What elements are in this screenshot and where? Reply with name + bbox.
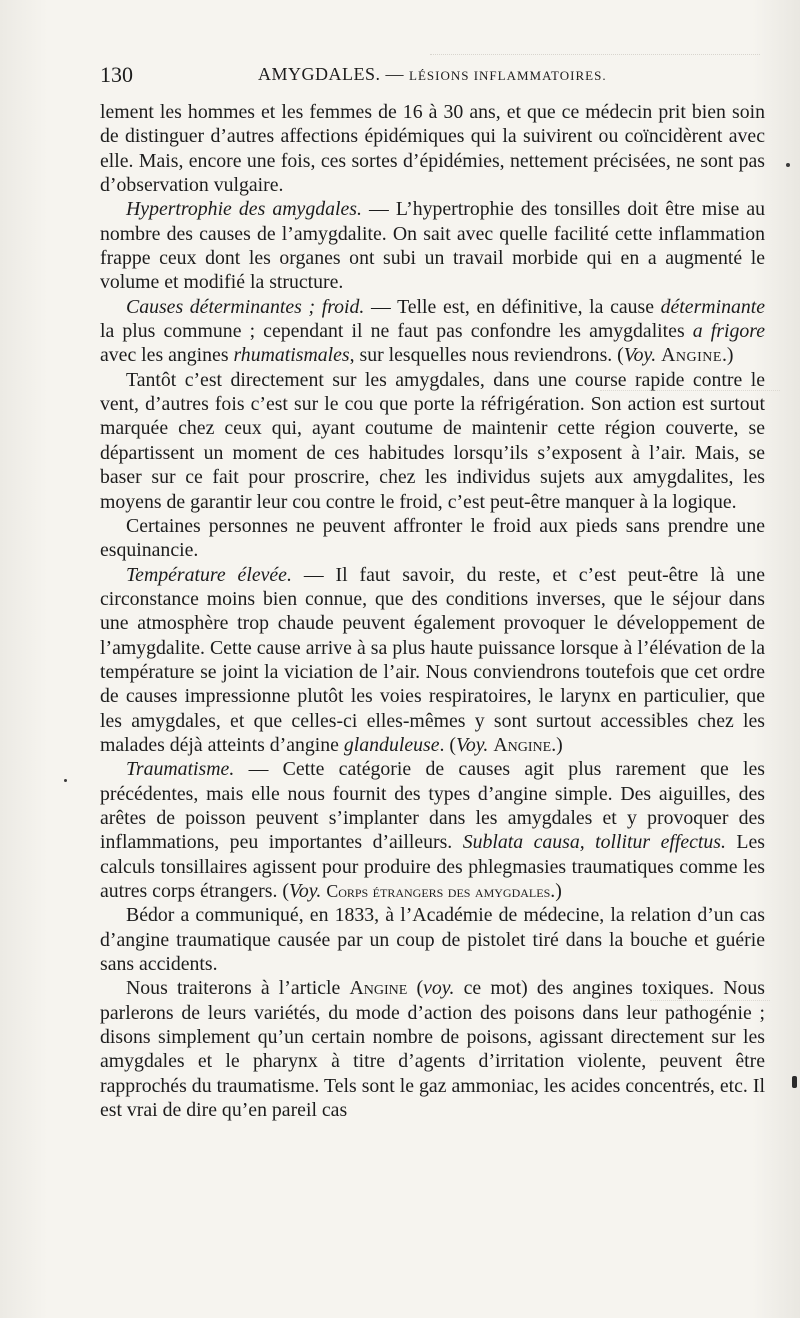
ink-speck <box>64 779 67 782</box>
italic-term: a frigore <box>692 320 765 343</box>
paragraph-text: — Il faut savoir, du reste, et c’est peut-être là une circonstance moins bien connue, que des conditions inverses, que le séjour dans une atmosphère trop chaude peuvent également provoquer le développement de l’amygdalite. Cette cause arrive à sa plus haute puissance lorsque à l’élévation de la température se joint la viciation de l’air. Nous conviendrons toutefois que cet ordre de causes impressionne plutôt les voies respiratoires, le larynx en particulier, que les amygdales, et que celles-ci elles-mêmes y sont surtout accessibles chez les malades déjà atteints d’angine <box>100 563 765 756</box>
paragraph-text: .) <box>721 344 734 367</box>
cross-reference-voy: Voy. <box>288 880 322 902</box>
paragraph-text: .) <box>551 733 563 756</box>
paragraph-text: , sur lesquelles nous reviendrons. ( <box>349 344 624 367</box>
paragraph-6 <box>100 563 765 758</box>
cross-reference-target: Corps étrangers des amygdales <box>326 881 551 901</box>
paragraph-1 <box>100 100 765 197</box>
paragraph-text: ( <box>407 977 424 1000</box>
paragraph-text: Tantôt c’est directement sur les amygdales, dans une course rapide contre le vent, d’autres fois c’est sur le cou que porte la réfrigération. Son action est surtout marquée chez ceux qui, ayant coutume de maintenir cette région couverte, se départissent un moment de ces habitudes lorsqu’ils s’exposent à l’air. Mais, se baser sur ce fait pour proscrire, chez les individus sujets aux amygdalites, les moyens de garantir leur cou contre le froid, c’est peut-être manquer à la logique. <box>100 368 765 513</box>
paragraph-text: — Telle est, en définitive, la cause <box>364 295 661 318</box>
italic-term: voy. <box>423 977 455 1000</box>
paragraph-2 <box>100 197 765 294</box>
paragraph-text: Les calculs tonsillaires agissent pour produire des phlegmasies traumatiques comme les autres corps étrangers. ( <box>100 831 765 902</box>
paragraph-text: la plus commune ; cependant il ne faut pas confondre les amygdalites <box>100 320 693 343</box>
latin-quote: Sublata causa, tollitur effectus. <box>462 831 726 854</box>
cross-reference-target: Angine <box>349 977 408 1000</box>
paragraph-text: — Cette catégorie de causes agit plus rarement que les précédentes, mais elle nous fournit des types d’angine simple. Des aiguilles, des arêtes de poisson peuvent s’implanter dans les amygdales et y provoquer des inflammations, peu importantes d’ailleurs. <box>100 758 765 854</box>
section-heading: Hypertrophie des amygdales. <box>126 198 362 221</box>
header-separator: — <box>385 64 405 84</box>
paragraph-text: lement les hommes et les femmes de 16 à 30 ans, et que ce médecin prit bien soin de distinguer d’autres affections épidémiques qui la suivirent ou coïncidèrent avec elle. Mais, encore une fois, ces sortes d’épidémies, nettement précisées, ne sont pas d’observation vulgaire. <box>100 101 765 197</box>
paragraph-text: Bédor a communiqué, en 1833, à l’Académie de médecine, la relation d’un cas d’angine traumatique causée par un coup de pistolet tiré dans la bouche et guérie sans accidents. <box>100 904 765 976</box>
section-heading: Température élevée. <box>126 563 292 586</box>
paragraph-text: Certaines personnes ne peuvent affronter le froid aux pieds sans prendre une esquinancie. <box>100 514 765 562</box>
paragraph-text: avec les angines <box>100 344 234 367</box>
paragraph-8 <box>100 903 765 976</box>
paragraph-3 <box>100 295 765 368</box>
paragraph-9 <box>100 976 765 1122</box>
show-through-shadow <box>430 40 760 55</box>
paragraph-text: ce mot) des angines toxiques. Nous parlerons de leurs variétés, du mode d’action des poisons dans leur pathogénie ; disons simplement qu’un certain nombre de poisons, agissant directement sur les amygdales et le pharynx à titre d’agents d’irritation violente, peuvent être rapprochés du traumatisme. Tels sont le gaz ammoniac, les acides concentrés, etc. Il est vrai de dire qu’en pareil cas <box>100 977 765 1122</box>
cross-reference-target: Angine <box>493 733 552 756</box>
header-subtitle: LÉSIONS INFLAMMATOIRES. <box>409 68 607 83</box>
cross-reference-voy: Voy. <box>623 344 657 367</box>
cross-reference-target: Angine <box>661 344 722 367</box>
paragraph-4 <box>100 368 765 514</box>
body-text <box>100 100 765 1122</box>
paragraph-text: Nous traiterons à l’article <box>126 977 350 1000</box>
italic-term: glanduleuse <box>343 733 440 756</box>
running-title <box>258 64 607 85</box>
page-number: 130 <box>100 62 133 87</box>
paragraph-text: .) <box>550 880 562 902</box>
paragraph-5 <box>100 514 765 563</box>
cross-reference-voy: Voy. <box>455 733 489 756</box>
ink-speck <box>786 163 790 167</box>
paragraph-text: — L’hypertrophie des tonsilles doit être mise au nombre des causes de l’amygdalite. On sait avec quelle facilité cette inflammation frappe ceux dont les organes ont subi un travail morbide qui en a augmenté le volume et modifié la structure. <box>100 198 765 294</box>
edge-ink-mark <box>792 1076 797 1088</box>
header-title: AMYGDALES. <box>258 64 381 84</box>
section-heading: Causes déterminantes ; froid. <box>126 295 365 318</box>
paragraph-text: . ( <box>439 733 456 756</box>
paragraph-7 <box>100 757 765 903</box>
italic-term: rhumatismales <box>233 344 350 367</box>
italic-term: déterminante <box>660 295 766 318</box>
section-heading: Traumatisme. <box>126 758 235 781</box>
running-header <box>100 62 765 88</box>
